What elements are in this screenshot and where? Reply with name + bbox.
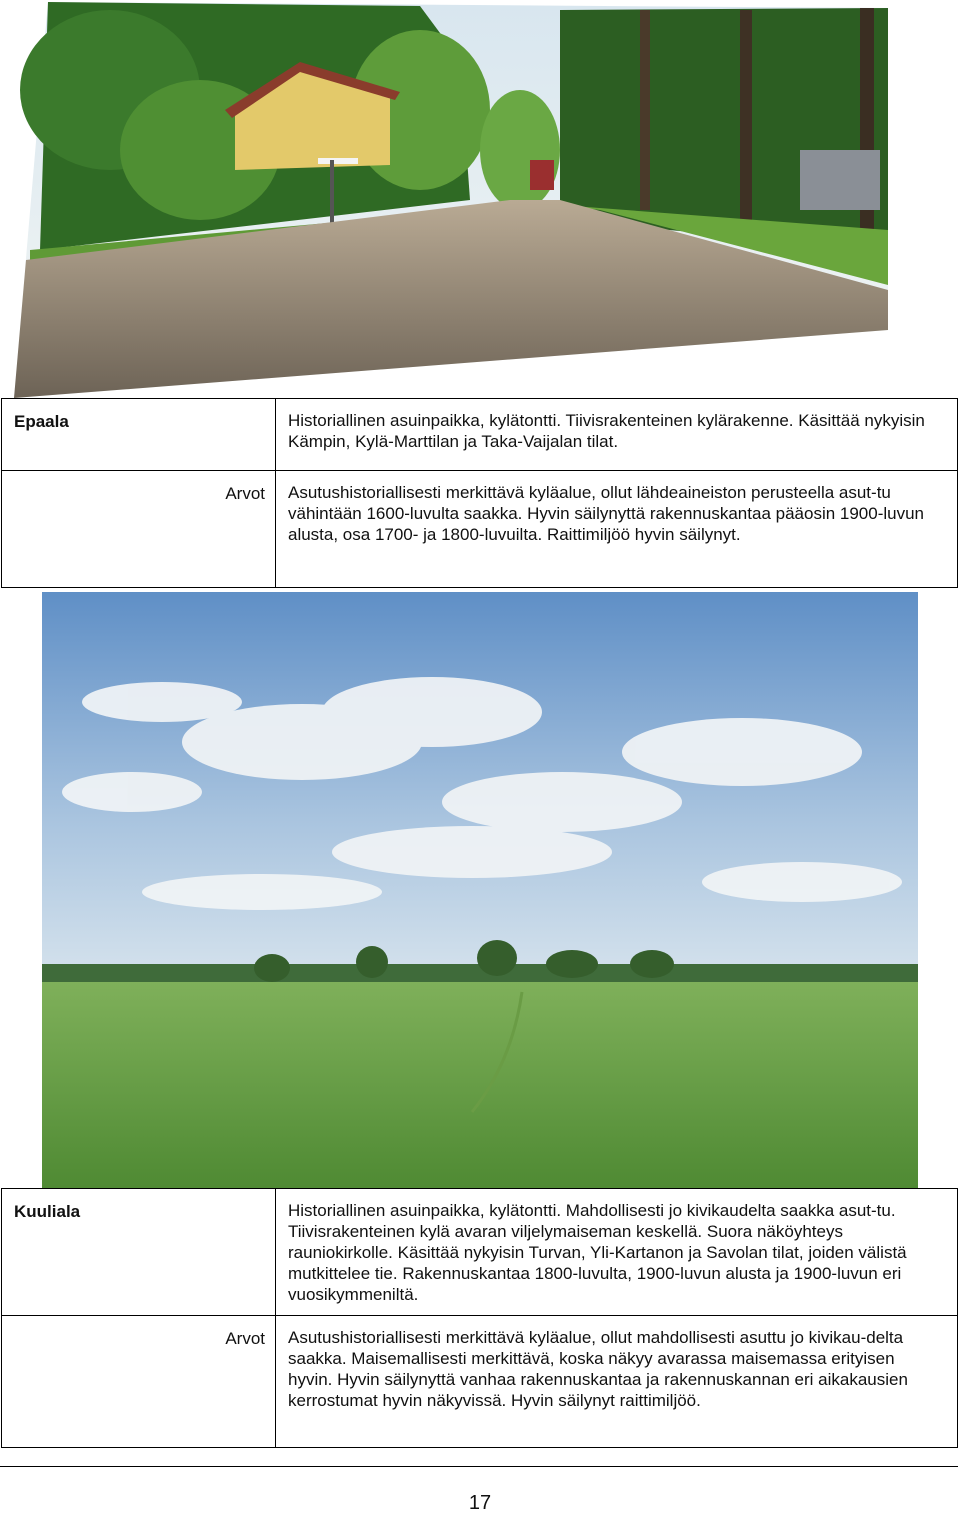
place-name: Kuuliala (14, 1202, 81, 1221)
place-name: Epaala (14, 412, 69, 431)
values-text: Asutushistoriallisesti merkittävä kyläalue, ollut mahdollisesti asuttu jo kivikau-delta saakka. Maisemallisesti merkittävä, koska näkyy avarassa maisemassa erityisen hyvin. Hyvin säilynyttä vanhaa rakennuskantaa ja rakennuskannan eri aikakausien kerrostumat hyvin näkyvissä. Hyvin säilynyt raittimiljöö. (288, 1328, 908, 1410)
village-road-photo (0, 0, 900, 400)
description-text: Historiallinen asuinpaikka, kylätontti. Tiivisrakenteinen kylärakenne. Käsittää nykyisin Kämpin, Kylä-Marttilan ja Taka-Vaijalan tilat. (288, 411, 925, 451)
values-label-cell (2, 471, 276, 588)
values-text: Asutushistoriallisesti merkittävä kyläalue, ollut lähdeaineiston perusteella asut-tu vähintään 1600-luvulta saakka. Hyvin säilynyttä rakennuskantaa pääosin 1900-luvun alusta, osa 1700- ja 1800-luvuilta. Raittimiljöö hyvin säilynyt. (288, 483, 925, 544)
values-label: Arvot (225, 484, 265, 503)
description-text: Historiallinen asuinpaikka, kylätontti. Mahdollisesti jo kivikaudelta saakka asut-tu. Tiivisrakenteinen kylä avaran viljelymaiseman keskellä. Suora näköyhteys rauniokirkolle. Käsittää nykyisin Turvan, Yli-Kartanon ja Savolan tilat, joiden välistä mutkittelee tie. Rakennuskantaa 1800-luvulta, 1900-luvun alusta ja 1900-luvun eri vuosikymmeniltä. (288, 1201, 907, 1304)
values-label-cell (2, 1316, 276, 1448)
page-number: 17 (468, 1492, 492, 1514)
kuuliala-table (1, 1188, 958, 1448)
place-name-cell (2, 399, 276, 471)
values-cell (276, 1316, 958, 1448)
place-name-cell (2, 1189, 276, 1316)
description-cell (276, 1189, 958, 1316)
values-cell (276, 471, 958, 588)
epaala-table (1, 398, 958, 588)
field-landscape-photo (42, 592, 918, 1188)
values-label: Arvot (225, 1329, 265, 1348)
footer-divider (0, 1466, 958, 1467)
description-cell (276, 399, 958, 471)
